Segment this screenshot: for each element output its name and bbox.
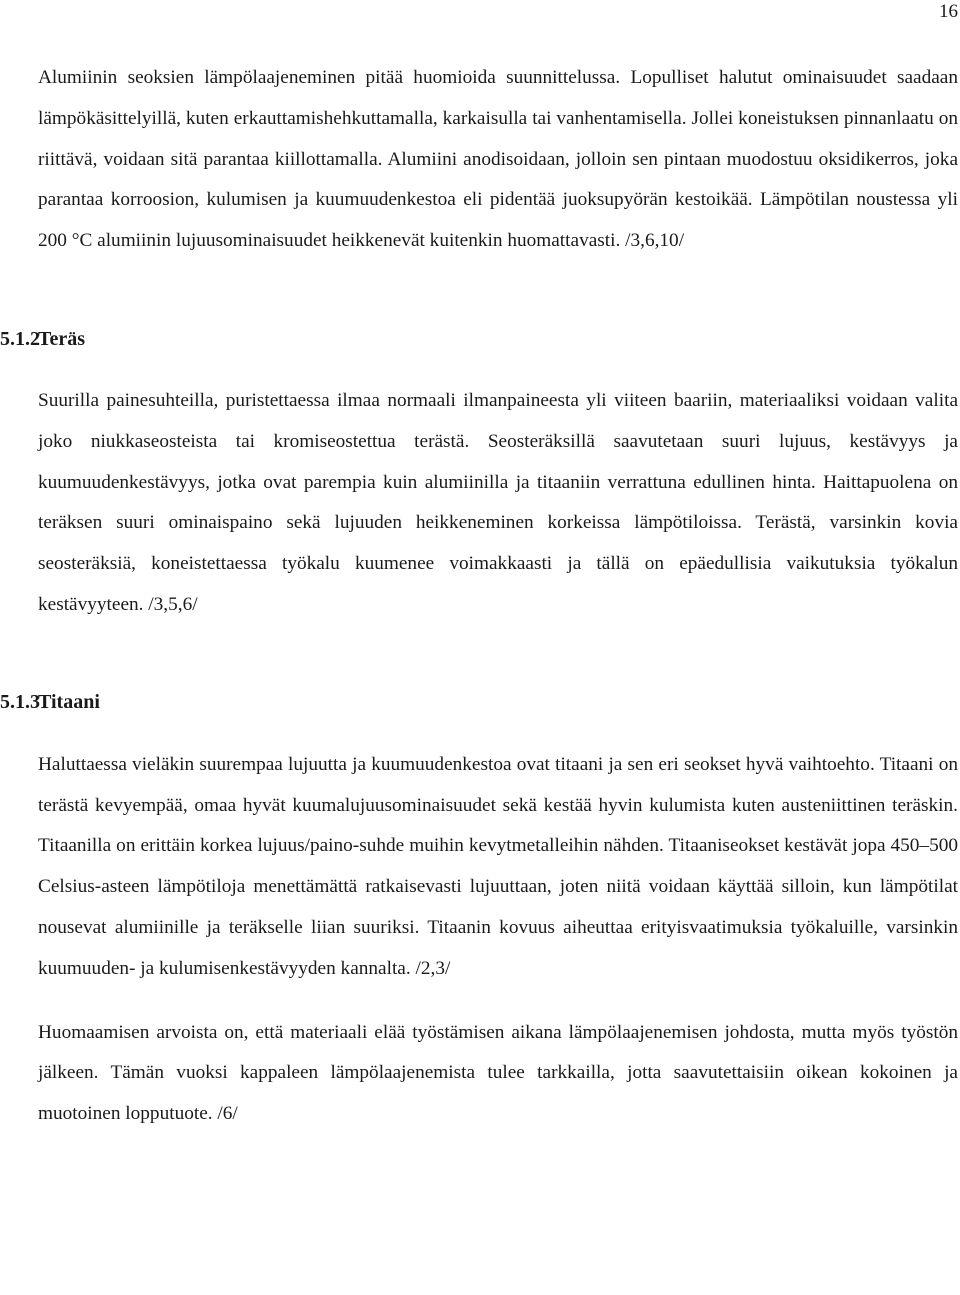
section-title: Titaani bbox=[38, 690, 100, 713]
section-title: Teräs bbox=[38, 327, 86, 350]
paragraph-aluminium: Alumiinin seoksien lämpölaajeneminen pitää huomioida suunnittelussa. Lopulliset halutut ominaisuudet saadaan lämpökäsittelyillä, kuten erkauttamishehkuttamalla, karkaisulla tai vanhentamisella. Jollei koneistuksen pinnanlaatu on riittävä, voidaan sitä parantaa kiillottamalla. Alumiini anodisoidaan, jolloin sen pintaan muodostuu oksidikerros, joka parantaa korroosion, kulumisen ja kuumuudenkestoa eli pidentää juoksupyörän kestoikää. Lämpötilan noustessa yli 200 °C alumiinin lujuusominaisuudet heikkenevät kuitenkin huomattavasti. /3,6,10/ bbox=[38, 67, 958, 252]
paragraph-thermal-expansion-note: Huomaamisen arvoista on, että materiaali elää työstämisen aikana lämpölaajenemisen johdosta, mutta myös työstön jälkeen. Tämän vuoksi kappaleen lämpölaajenemista tulee tarkkailla, jotta saavutettaisiin oikean kokoinen ja muotoinen lopputuote. /6/ bbox=[38, 1021, 958, 1125]
section-number: 5.1.3 bbox=[0, 690, 40, 713]
paragraph-titanium: Haluttaessa vieläkin suurempaa lujuutta ja kuumuudenkestoa ovat titaani ja sen eri seokset hyvä vaihtoehto. Titaani on terästä kevyempää, omaa hyvät kuumalujuusominaisuudet sekä kestää hyvin kulumista kuten austeniittinen teräskin. Titaanilla on erittäin korkea lujuus/paino-suhde muihin kevytmetalleihin nähden. Titaaniseokset kestävät jopa 450–500 Celsius-asteen lämpötiloja menettämättä ratkaisevasti lujuuttaan, joten niitä voidaan käyttää silloin, kun lämpötilat nousevat alumiinille ja teräkselle liian suuriksi. Titaanin kovuus aiheuttaa erityisvaatimuksia työkaluille, varsinkin kuumuuden- ja kulumisenkestävyyden kannalta. /2,3/ bbox=[38, 753, 958, 979]
page-number: 16 bbox=[939, 1, 958, 22]
section-heading-steel bbox=[0, 319, 958, 359]
section-heading-titanium bbox=[0, 682, 958, 722]
page-content bbox=[0, 58, 958, 1135]
paragraph-steel: Suurilla painesuhteilla, puristettaessa ilmaa normaali ilmanpaineesta yli viiteen baariin, materiaaliksi voidaan valita joko niukkaseosteista tai kromiseostettua terästä. Seosteräksillä saavutetaan suuri lujuus, kestävyys ja kuumuudenkestävyys, jotka ovat parempia kuin alumiinilla ja titaaniin verrattuna edullinen hinta. Haittapuolena on teräksen suuri ominaispaino sekä lujuuden heikkeneminen korkeissa lämpötiloissa. Terästä, varsinkin kovia seosteräksiä, koneistettaessa työkalu kuumenee voimakkaasti ja tällä on epäedullisia vaikutuksia työkalun kestävyyteen. /3,5,6/ bbox=[38, 389, 958, 615]
section-number: 5.1.2 bbox=[0, 327, 40, 350]
